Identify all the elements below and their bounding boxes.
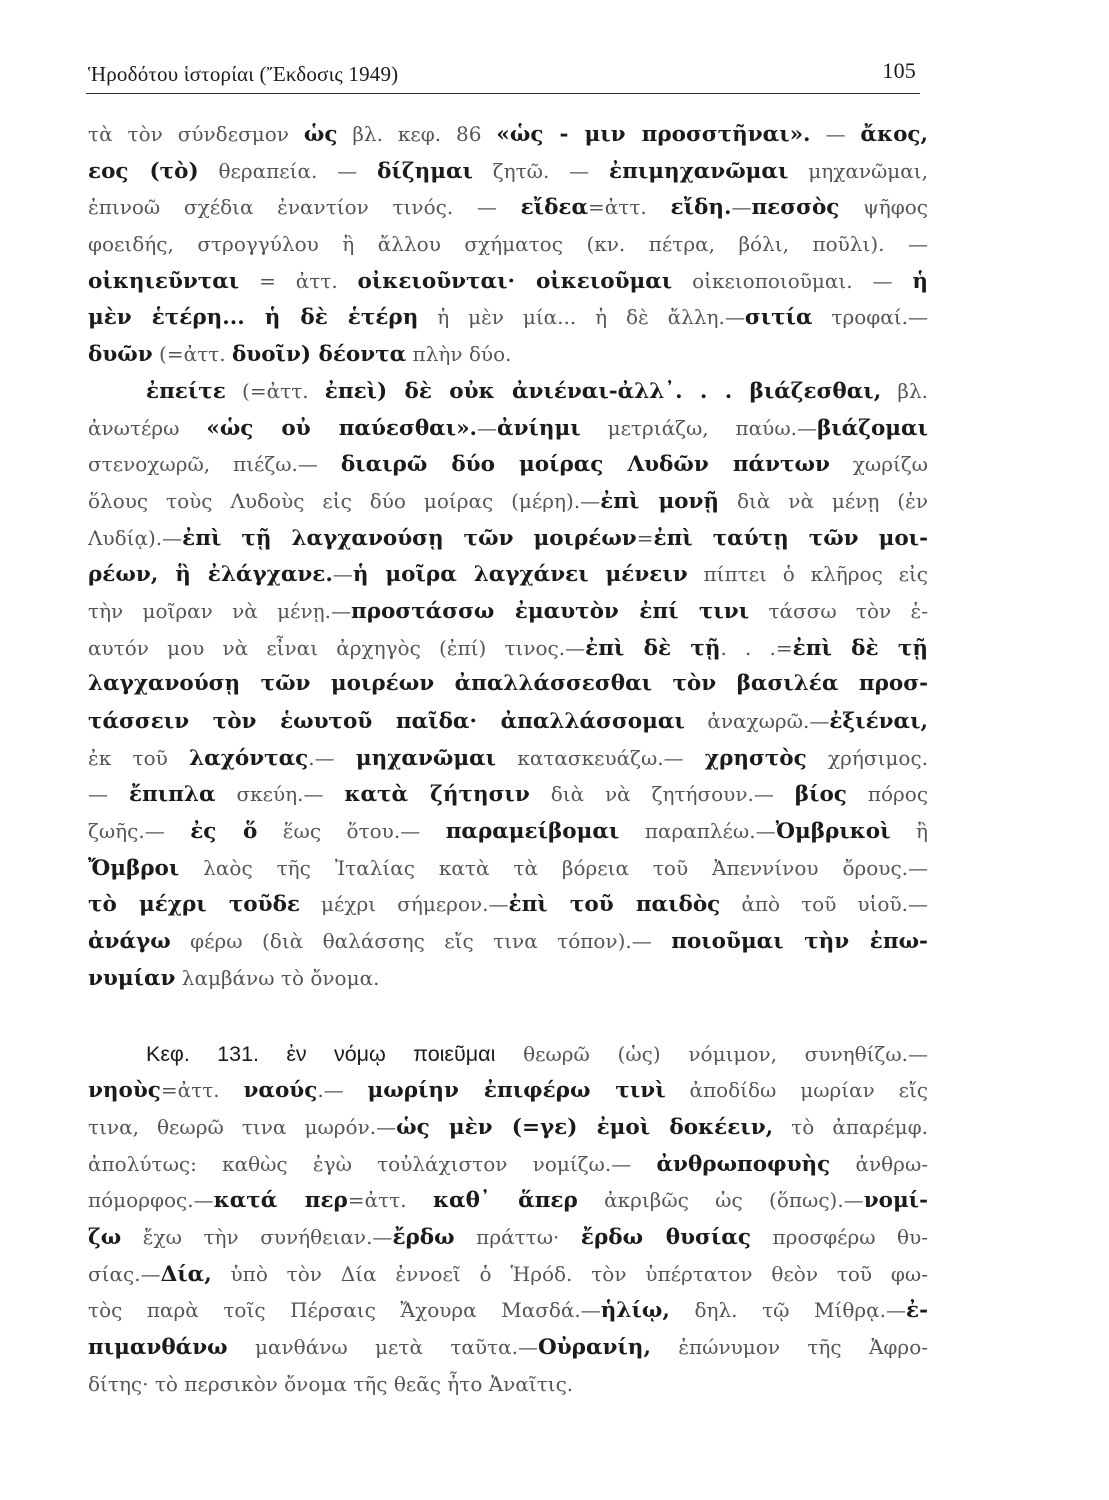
gloss-text: τινα, θεωρῶ τινα μωρόν.—	[88, 1114, 397, 1139]
lemma-text: ἐπεὶ) δὲ οὐκ ἀνιέναι-ἀλλ᾽. . . βιάζεσθαι,	[324, 378, 882, 404]
gloss-text: ἐπώνυμον τῆς Ἀφρο-	[650, 1335, 928, 1359]
text-line	[88, 116, 928, 153]
gloss-text: πίπτει ὁ κλῆρος εἰς	[687, 562, 928, 587]
lemma-text: σιτία	[744, 305, 813, 331]
gloss-text: ἐπινοῶ σχέδια ἐναντίον τινός. —	[88, 195, 521, 220]
gloss-text: μηχανῶμαι,	[788, 158, 928, 183]
lemma-text: ἐπὶ μονῇ	[600, 488, 720, 514]
gloss-text: λαμβάνω τὸ ὄνομα.	[175, 965, 380, 990]
gloss-text: λαὸς τῆς Ἰταλίας κατὰ τὰ βόρεια τοῦ Ἀπεννίνου ὄρους.—	[179, 855, 928, 880]
lemma-text: ἐπὶ δὲ τῇ	[585, 635, 721, 661]
gloss-text: τὸς παρὰ τοῖς Πέρσαις Ἄχουρα Μασδά.—	[88, 1298, 601, 1323]
lemma-text: Ὄμβροι	[88, 855, 180, 881]
gloss-text: —	[810, 122, 861, 146]
text-line	[88, 153, 928, 190]
lemma-text: ρέων, ἣ ἐλάγχανε.	[88, 562, 333, 588]
text-line	[88, 263, 928, 300]
lemma-text: ὡς	[303, 122, 338, 147]
text-line	[88, 703, 928, 740]
gloss-text: τὴν μοῖραν νὰ μένῃ.—	[88, 598, 351, 623]
gloss-text: =ἀττ.	[588, 195, 671, 220]
gloss-text: ψῆφος	[839, 195, 928, 220]
gloss-text: —	[731, 195, 752, 220]
lemma-text: βίος	[794, 782, 847, 808]
lemma-text: παραμείβομαι	[445, 819, 620, 845]
text-line	[88, 960, 928, 997]
lemma-text: ἔρδω θυσίας	[580, 1224, 751, 1250]
gloss-text: διὰ νὰ μένῃ (ἐν	[719, 488, 928, 513]
chapter-start-line	[88, 1036, 928, 1073]
lemma-text: ἐξιέναι,	[829, 709, 928, 734]
gloss-text: πόμορφος.—	[88, 1188, 214, 1213]
gloss-text: ἐκ τοῦ	[88, 745, 190, 770]
gloss-text: ἀνθρω-	[830, 1151, 928, 1176]
lemma-text: οἰκειοῦνται· οἰκειοῦμαι	[357, 268, 673, 294]
text-line	[88, 776, 928, 813]
lemma-text: ἀνίημι	[497, 415, 581, 441]
lemma-text: «ὡς οὐ παύεσθαι».	[206, 415, 478, 441]
lemma-text: «ὡς - μιν προσστῆναι».	[496, 122, 811, 147]
lemma-text: ἐ-	[906, 1298, 928, 1324]
lemma-text: κατὰ ζήτησιν	[344, 782, 530, 808]
gloss-text: =ἀττ.	[160, 1078, 244, 1103]
text-line	[88, 740, 928, 777]
lemma-text: ἀνθρωποφυὴς	[656, 1151, 831, 1177]
gloss-text: τροφαί.—	[812, 305, 928, 330]
lemma-text: ἐπὶ τοῦ παιδὸς	[508, 892, 721, 918]
gloss-text: δίτης· τὸ περσικὸν ὄνομα τῆς θεᾶς ἦτο Ἀναῖτις.	[88, 1371, 574, 1396]
lemma-text: Δία,	[160, 1261, 212, 1287]
text-line	[88, 1292, 928, 1329]
gloss-text: βλ.	[881, 378, 928, 403]
lemma-text: Οὐρανίη,	[538, 1335, 651, 1360]
text-line	[88, 446, 928, 483]
gloss-text: μανθάνω μετὰ ταῦτα.—	[227, 1335, 538, 1359]
lemma-text: κατά περ	[213, 1188, 348, 1214]
lemma-text: καθ᾽ ἅπερ	[432, 1188, 578, 1214]
gloss-text: ἡ μὲν μία... ἡ δὲ ἄλλη.—	[418, 305, 745, 330]
text-line	[88, 923, 928, 960]
gloss-text: σκεύη.—	[215, 782, 345, 807]
lemma-text: ἐπιμηχανῶμαι	[609, 158, 789, 184]
gloss-text: στενοχωρῶ, πιέζω.—	[88, 452, 341, 477]
gloss-text: .—	[317, 1078, 368, 1103]
header-rule	[86, 93, 920, 94]
text-line	[88, 1146, 928, 1183]
text-line	[88, 1256, 928, 1293]
gloss-text: =	[636, 525, 654, 550]
text-line	[88, 1182, 928, 1219]
lemma-text: τὸ μέχρι τοῦδε	[88, 892, 300, 918]
gloss-text: τὰ τὸν σύνδεσμον	[88, 122, 304, 146]
text-line	[88, 189, 928, 226]
text-line	[88, 410, 928, 447]
lemma-text: οἰκηιεῦνται	[88, 268, 240, 294]
lemma-text: ἀνάγω	[88, 929, 171, 955]
lemma-text: δυῶν	[88, 342, 153, 368]
lemma-text: λαχόντας	[189, 745, 309, 771]
lemma-text: βιάζομαι	[817, 415, 928, 441]
gloss-text: ἀπὸ τοῦ υἱοῦ.—	[720, 892, 928, 917]
gloss-text: δηλ. τῷ Μίθρᾳ.—	[669, 1298, 907, 1323]
lemma-text: τάσσειν τὸν ἑωυτοῦ παῖδα· ἀπαλλάσσομαι	[88, 709, 685, 734]
lemma-text: νομί-	[863, 1188, 928, 1214]
running-head-title: Ἡροδότου ἱστορίαι (Ἔκδοσις 1949)	[88, 62, 399, 86]
lemma-text: χρηστὸς	[704, 745, 807, 771]
lemma-text: Κεφ. 131. ἐν νόμῳ ποιεῦμαι	[146, 1041, 496, 1066]
gloss-text: (=ἀττ.	[152, 342, 232, 367]
text-line	[88, 886, 928, 923]
gloss-text: σίας.—	[88, 1261, 161, 1286]
gloss-text: ἔχω τὴν συνήθειαν.—	[121, 1224, 393, 1249]
lemma-text: πιμανθάνω	[88, 1335, 228, 1360]
text-line	[88, 336, 928, 373]
gloss-text: προσφέρω θυ-	[750, 1224, 928, 1249]
commentary-text	[88, 116, 928, 1402]
lemma-text: ἡ μοῖρα λαγχάνει μένειν	[352, 562, 688, 588]
lemma-text: διαιρῶ δύο μοίρας Λυδῶν πάντων	[340, 452, 830, 478]
lemma-text: ἄκος,	[860, 122, 928, 147]
lemma-text: ἐπὶ ταύτῃ τῶν μοι-	[653, 525, 928, 551]
lemma-text: προστάσσω ἐμαυτὸν ἐπί τινι	[350, 598, 750, 624]
lemma-text: ζω	[88, 1224, 122, 1250]
lemma-text: πεσσὸς	[751, 195, 840, 221]
text-line	[88, 299, 928, 336]
lemma-text: ἡλίῳ,	[600, 1298, 670, 1324]
text-line	[88, 813, 928, 850]
text-line	[88, 483, 928, 520]
text-line	[88, 556, 928, 593]
gloss-text: φοειδής, στρογγύλου ἢ ἄλλου σχήματος (κν. πέτρα, βόλι, ποῦλι). —	[88, 232, 928, 257]
lemma-text: νυμίαν	[88, 965, 176, 991]
gloss-text: πόρος	[846, 782, 928, 807]
lemma-text: δυοῖν) δέοντα	[231, 342, 407, 368]
gloss-text: θεραπεία. —	[198, 158, 378, 183]
text-line	[88, 1072, 928, 1109]
lemma-text: νηοὺς	[88, 1078, 161, 1104]
gloss-text: . . .=	[720, 635, 793, 660]
gloss-text: ἀναχωρῶ.—	[684, 709, 830, 733]
lemma-text: ναούς	[243, 1078, 318, 1104]
gloss-text: ὑπὸ τὸν Δία ἐννοεῖ ὁ Ἡρόδ. τὸν ὑπέρτατον θεὸν τοῦ φω-	[211, 1261, 928, 1286]
gloss-text: —	[477, 415, 498, 440]
lemma-text: ἡ	[912, 268, 928, 294]
gloss-text: (=ἀττ.	[225, 378, 325, 403]
gloss-text: χρήσιμος.	[806, 745, 928, 770]
gloss-text: ἀποδίδω μωρίαν εἴς	[665, 1078, 928, 1103]
gloss-text: χωρίζω	[829, 452, 928, 477]
text-line	[88, 630, 928, 667]
lemma-text: μωρίην ἐπιφέρω τινὶ	[367, 1078, 666, 1104]
lemma-text: ἔπιπλα	[128, 782, 216, 808]
gloss-text: = ἀττ.	[239, 268, 358, 293]
gloss-text: βλ. κεφ. 86	[337, 122, 497, 146]
gloss-text: ζητῶ. —	[472, 158, 610, 183]
lemma-text: ἐπὶ τῇ λαγχανούσῃ τῶν μοιρέων	[182, 525, 637, 551]
gloss-text: Λυδίᾳ).—	[88, 525, 183, 550]
text-line	[88, 593, 928, 630]
text-line	[88, 1329, 928, 1366]
gloss-text: παραπλέω.—	[619, 819, 776, 844]
running-head	[88, 58, 920, 90]
gloss-text: διὰ νὰ ζητήσουν.—	[529, 782, 795, 807]
lemma-text: μηχανῶμαι	[355, 745, 497, 771]
gloss-text: ὅλους τοὺς Λυδοὺς εἰς δύο μοίρας (μέρη).—	[88, 488, 601, 513]
gloss-text: ἢ	[890, 819, 928, 844]
text-line	[88, 1366, 928, 1403]
gloss-text: ζωῆς.—	[88, 819, 191, 844]
gloss-text: —	[332, 562, 353, 587]
gloss-text: —	[88, 782, 129, 807]
text-line	[88, 850, 928, 887]
lemma-text: μὲν ἑτέρη... ἡ δὲ ἑτέρη	[88, 305, 419, 331]
lemma-text: ἐς ὅ	[190, 819, 258, 845]
lemma-text: ὡς μὲν (=γε) ἐμοὶ δοκέειν,	[396, 1114, 774, 1140]
lemma-text: ἐπὶ δὲ τῇ	[792, 635, 928, 661]
lemma-text: ποιοῦμαι τὴν ἐπω-	[671, 929, 928, 955]
gloss-text: μέχρι σήμερον.—	[299, 892, 509, 917]
text-line	[88, 1219, 928, 1256]
lemma-text: λαγχανούσῃ τῶν μοιρέων ἀπαλλάσσεσθαι τὸν βασιλέα προσ-	[88, 671, 928, 697]
lemma-text: ἐπείτε	[146, 378, 226, 404]
gloss-text: τάσσω τὸν ἑ-	[749, 598, 928, 623]
gloss-text: οἰκειοποιοῦμαι. —	[672, 268, 913, 293]
page-number: 105	[882, 58, 916, 83]
gloss-text: ἕως ὅτου.—	[257, 819, 446, 844]
text-line	[88, 226, 928, 263]
gloss-text: =ἀττ.	[347, 1188, 433, 1213]
lemma-text: εος (τὸ)	[88, 158, 199, 184]
lemma-text: εἴδεα	[520, 195, 589, 221]
gloss-text: κατασκευάζω.—	[496, 745, 705, 770]
gloss-text: ἀπολύτως: καθὼς ἐγὼ τοὐλάχιστον νομίζω.—	[88, 1151, 657, 1176]
gloss-text: ἀνωτέρω	[88, 415, 207, 440]
lemma-text: ἔρδω	[392, 1224, 455, 1250]
gloss-text: μετριάζω, παύω.—	[580, 415, 817, 440]
gloss-text: αυτόν μου νὰ εἶναι ἀρχηγὸς (ἐπί) τινος.—	[88, 635, 586, 660]
gloss-text: πλὴν δύο.	[406, 342, 512, 367]
gloss-text: φέρω (διὰ θαλάσσης εἴς τινα τόπον).—	[170, 929, 672, 954]
text-line	[88, 520, 928, 557]
gloss-text: τὸ ἀπαρέμφ.	[773, 1114, 928, 1139]
gloss-text: ἀκριβῶς ὡς (ὅπως).—	[577, 1188, 864, 1213]
gloss-text: .—	[308, 745, 356, 770]
lemma-text: εἴδη.	[670, 195, 732, 221]
text-line	[88, 666, 928, 703]
text-line	[88, 1109, 928, 1146]
lemma-text: Ὀμβρικοὶ	[775, 819, 891, 845]
section-gap	[88, 997, 928, 1036]
lemma-text: δίζημαι	[377, 158, 473, 184]
gloss-text: θεωρῶ (ὡς) νόμιμον, συνηθίζω.—	[495, 1041, 928, 1066]
paragraph-start-line	[88, 373, 928, 410]
gloss-text: πράττω·	[454, 1224, 581, 1249]
